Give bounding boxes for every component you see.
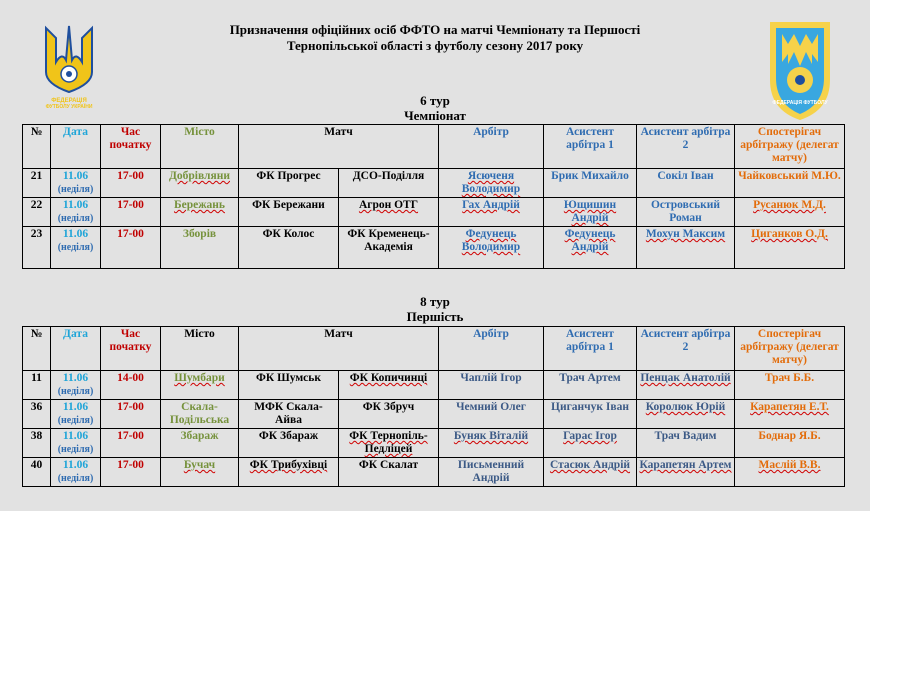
col-header-assistant1: Асистент арбітра 1 (544, 125, 637, 169)
col-header-time: Час початку (101, 125, 161, 169)
section2-heading (260, 294, 610, 324)
observer-text: Циганков О.Д. (751, 228, 828, 240)
row-referee: Письменний Андрій (439, 458, 544, 487)
row-city (161, 169, 239, 198)
row-assistant1 (544, 227, 637, 269)
row-num: 11 (23, 371, 51, 400)
col-header-referee: Арбітр (439, 327, 544, 371)
svg-text:ФЕДЕРАЦІЯ ФУТБОЛУ: ФЕДЕРАЦІЯ ФУТБОЛУ (772, 100, 828, 106)
ffu-logo (38, 22, 100, 112)
row-observer (735, 400, 845, 429)
table-header-row (23, 125, 845, 169)
row-date (51, 227, 101, 269)
section2-round: 8 тур (420, 294, 450, 309)
row-city: Зборів (161, 227, 239, 269)
col-header-assistant1: Асистент арбітра 1 (544, 327, 637, 371)
col-header-assistant2: Асистент арбітра 2 (637, 125, 735, 169)
assistant2-text: Королюк Юрій (645, 401, 726, 413)
date-weekday: (неділя) (57, 242, 94, 253)
title-line-1: Призначення офіційних осіб ФФТО на матчі Чемпіонату та Першості (229, 22, 641, 37)
row-city: Збараж (161, 429, 239, 458)
referee-text: Гах Андрій (462, 199, 520, 211)
assistant2-text: Карапетян Артем (639, 459, 732, 471)
row-home-team: ФК Колос (239, 227, 339, 269)
row-time: 17-00 (101, 169, 161, 198)
ffu-emblem-icon (38, 22, 100, 112)
date-value: 11.06 (62, 199, 89, 211)
date-weekday: (неділя) (57, 473, 94, 484)
assistant1-text: Федунець Андрій (564, 228, 616, 253)
row-assistant2 (637, 227, 735, 269)
row-time: 17-00 (101, 429, 161, 458)
col-header-time: Час початку (101, 327, 161, 371)
col-header-num: № (23, 125, 51, 169)
date-value: 11.06 (62, 372, 89, 384)
row-time: 17-00 (101, 227, 161, 269)
city-text: Добрівляни (169, 170, 230, 182)
col-header-assistant2: Асистент арбітра 2 (637, 327, 735, 371)
row-home-team: ФК Бережани (239, 198, 339, 227)
row-referee (439, 169, 544, 198)
row-observer: Трач Б.Б. (735, 371, 845, 400)
col-header-referee: Арбітр (439, 125, 544, 169)
row-home-team (239, 458, 339, 487)
row-time: 17-00 (101, 400, 161, 429)
title-line-2: Тернопільської області з футболу сезону 2017 року (286, 38, 584, 53)
date-value: 11.06 (62, 228, 89, 240)
row-away-team: ДСО-Поділля (339, 169, 439, 198)
date-weekday: (неділя) (57, 444, 94, 455)
row-observer (735, 198, 845, 227)
col-header-match: Матч (239, 327, 439, 371)
row-assistant1 (544, 198, 637, 227)
row-city (161, 458, 239, 487)
row-away-team: ФК Кременець-Академія (339, 227, 439, 269)
row-date (51, 458, 101, 487)
row-date (51, 198, 101, 227)
assistant2-text: Пенцак Анатолій (640, 372, 731, 384)
date-weekday: (неділя) (57, 184, 94, 195)
row-city: Скала-Подільська (161, 400, 239, 429)
row-away-team: ФК Збруч (339, 400, 439, 429)
row-home-team: ФК Прогрес (239, 169, 339, 198)
col-header-num: № (23, 327, 51, 371)
observer-text: Русанюк М.Д. (753, 199, 826, 211)
col-header-match: Матч (239, 125, 439, 169)
row-home-team: МФК Скала-Айва (239, 400, 339, 429)
row-assistant2 (637, 371, 735, 400)
section2-table (22, 326, 845, 487)
row-date (51, 400, 101, 429)
date-weekday: (неділя) (57, 213, 94, 224)
assistant1-text: Стасюк Андрій (549, 459, 631, 471)
referee-text: Федунець Володимир (461, 228, 521, 253)
section2-competition: Першість (406, 309, 464, 324)
row-assistant2: Островський Роман (637, 198, 735, 227)
ffto-emblem-icon (764, 20, 836, 122)
table-row (23, 371, 845, 400)
row-referee: Чаплій Ігор (439, 371, 544, 400)
row-num: 21 (23, 169, 51, 198)
section1-heading (260, 93, 610, 123)
col-header-date: Дата (51, 327, 101, 371)
row-date (51, 429, 101, 458)
document-title (180, 22, 690, 54)
row-date (51, 371, 101, 400)
row-observer (735, 227, 845, 269)
table-row (23, 458, 845, 487)
row-assistant1: Брик Михайло (544, 169, 637, 198)
date-value: 11.06 (62, 170, 89, 182)
row-city (161, 198, 239, 227)
away-team-text: ФК Тернопіль-Педліцей (349, 430, 428, 455)
date-value: 11.06 (62, 401, 89, 413)
row-home-team: ФК Збараж (239, 429, 339, 458)
col-header-observer: Спостерігач арбітражу (делегат матчу) (735, 327, 845, 371)
row-observer (735, 458, 845, 487)
row-num: 36 (23, 400, 51, 429)
row-assistant2: Трач Вадим (637, 429, 735, 458)
row-time: 14-00 (101, 371, 161, 400)
date-weekday: (неділя) (57, 386, 94, 397)
ffto-logo (764, 20, 836, 122)
row-observer: Чайковський М.Ю. (735, 169, 845, 198)
row-assistant1 (544, 429, 637, 458)
date-value: 11.06 (62, 459, 89, 471)
section1-table (22, 124, 845, 269)
row-referee: Чемний Олег (439, 400, 544, 429)
row-assistant1: Циганчук Іван (544, 400, 637, 429)
row-city (161, 371, 239, 400)
assistant1-text: Гарас Ігор (563, 430, 617, 442)
row-away-team (339, 371, 439, 400)
assistant1-text: Ющишин Андрій (563, 199, 617, 224)
row-referee (439, 227, 544, 269)
svg-text:ФУТБОЛУ УКРАЇНИ: ФУТБОЛУ УКРАЇНИ (45, 104, 93, 110)
table-row (23, 198, 845, 227)
date-value: 11.06 (62, 430, 89, 442)
section1-round: 6 тур (420, 93, 450, 108)
table-row (23, 400, 845, 429)
city-text: Шумбари (174, 372, 225, 384)
observer-text: Маслій В.В. (758, 459, 821, 471)
row-assistant2 (637, 400, 735, 429)
table-row (23, 227, 845, 269)
table-header-row (23, 327, 845, 371)
row-away-team (339, 198, 439, 227)
row-assistant2: Сокіл Іван (637, 169, 735, 198)
city-text: Бучач (183, 459, 216, 471)
home-team-text: ФК Трибухівці (249, 459, 328, 471)
away-team-text: Агрон ОТГ (358, 199, 419, 211)
row-assistant2 (637, 458, 735, 487)
col-header-city: Місто (161, 125, 239, 169)
row-referee (439, 198, 544, 227)
row-home-team: ФК Шумськ (239, 371, 339, 400)
section1-competition: Чемпіонат (404, 108, 466, 123)
col-header-date: Дата (51, 125, 101, 169)
row-observer: Боднар Я.Б. (735, 429, 845, 458)
col-header-city: Місто (161, 327, 239, 371)
col-header-observer: Спостерігач арбітражу (делегат матчу) (735, 125, 845, 169)
row-num: 22 (23, 198, 51, 227)
row-referee (439, 429, 544, 458)
row-num: 40 (23, 458, 51, 487)
row-assistant1 (544, 458, 637, 487)
table-row (23, 169, 845, 198)
date-weekday: (неділя) (57, 415, 94, 426)
table-row (23, 429, 845, 458)
city-text: Бережань (173, 199, 225, 211)
row-away-team: ФК Скалат (339, 458, 439, 487)
svg-text:ФЕДЕРАЦІЯ: ФЕДЕРАЦІЯ (51, 98, 87, 104)
row-num: 38 (23, 429, 51, 458)
referee-text: Ясюченя Володимир (461, 170, 521, 195)
observer-text: Карапетян Е.Т. (750, 401, 829, 413)
row-num: 23 (23, 227, 51, 269)
row-time: 17-00 (101, 458, 161, 487)
referee-text: Буняк Віталій (453, 430, 529, 442)
away-team-text: ФК Копичинці (349, 372, 428, 384)
assistant2-text: Мохун Максим (645, 228, 726, 240)
row-assistant1: Трач Артем (544, 371, 637, 400)
row-date (51, 169, 101, 198)
row-away-team (339, 429, 439, 458)
row-time: 17-00 (101, 198, 161, 227)
